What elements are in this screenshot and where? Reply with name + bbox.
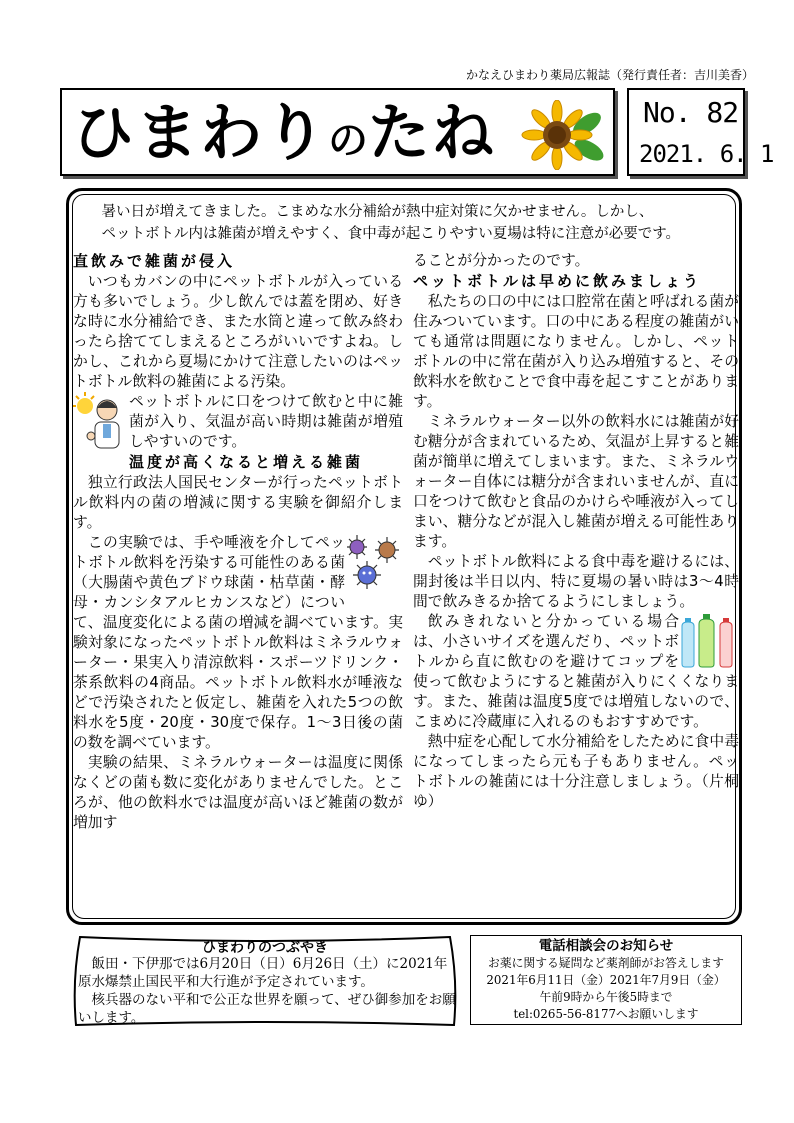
phone-number: tel:0265-56-8177へお願いします [513,1007,699,1021]
title-particle: の [328,118,369,164]
phone-consultation-box [470,935,742,1025]
intro-line: ペットボトル内は雑菌が増えやすく、食中毒が起こりやすい夏場は特に注意が必要です。 [101,226,681,242]
paragraph: ミネラルウォーター以外の飲料水には雑菌が好む糖分が含まれているため、気温が上昇すると雑菌が簡単に増えてしまいます。また、ミネラルウォーター自体には糖分が含まれいませんが、直に口をつけて飲むと食品のかけらや唾液が入ってしまい、糖分などが混入し雑菌が増える可能性あります。 [413,413,739,550]
heading-direct-drinking: 直飲みで雑菌が侵入 [73,252,236,270]
paragraph: 私たちの口の中には口腔常在菌と呼ばれる菌が住みついています。口の中にある程度の雑菌がいても通常は問題になりません。しかし、ペットボトルの中に常在菌が入り込み増殖すると、その飲料水を飲むことで食中毒を起こすことがあります。 [413,293,739,410]
masthead [60,88,615,176]
paragraph: 飯田・下伊那では6月20日（日）6月26日（土）に2021年原水爆禁止国民平和大行進が予定されています。 [78,956,448,990]
heading-drink-early: ペットボトルは早めに飲みましょう [413,272,702,290]
paragraph: 飲みきれないと分かっている場合は、小さいサイズを選んだり、ペットボトルから直に飲むのを避けてコップを使って飲むようにすると雑菌が入りにくくなります。また、雑菌は温度5度では増殖しないので、こまめに冷蔵庫に入れるのもおすすめです。 [413,613,739,730]
paragraph: 熱中症を心配して水分補給をしたために食中毒になってしまったら元も子もありません。ペットボトルの雑菌には十分注意しましょう。（片桐ゆ） [413,733,739,810]
issue-box [627,88,774,176]
sunflower-icon [513,100,607,170]
main-article-box [66,188,742,925]
heading-temperature: 温度が高くなると増える雑菌 [129,453,364,471]
tweet-body [78,955,456,1027]
paragraph: ることが分かったのです。 [413,252,590,269]
title-end: たね [368,96,497,169]
title-main: ひまわり [72,96,329,169]
issue-number: No. 82 [643,96,739,129]
paragraph: ペットボトル飲料による食中毒を避けるには、開封後は半日以内、特に夏場の暑い時は3～4時間で飲みきるか捨てるようにしましょう。 [413,553,739,610]
intro [87,201,727,245]
tweet-box [70,935,460,1027]
intro-line: 暑い日が増えてきました。こまめな水分補給が熱中症対策に欠かせません。しかし、 [101,204,654,220]
bottles-icon [679,612,737,668]
paragraph: 核兵器のない平和で公正な世界を願って、ぜひ御参加をお願いします。 [78,992,456,1026]
germs-icon [345,533,403,591]
phone-line: お薬に関する疑問など薬剤師がお答えします [488,956,724,970]
phone-title: 電話相談会のお知らせ [538,938,674,954]
publisher-line: かなえひまわり薬局広報誌（発行責任者：吉川美香） [465,68,754,82]
paragraph: 実験の結果、ミネラルウォーターは温度に関係なくどの菌も数に変化がありませんでした。ところが、他の飲料水では温度が高いほど雑菌の数が増加す [73,754,403,831]
phone-hours: 午前9時から午後5時まで [539,990,673,1004]
issue-date: 2021. 6. 1 [639,140,774,168]
paragraph: この実験では、手や唾液を介してペットボトル飲料を汚染する可能性のある菌（大腸菌や黄色ブドウ球菌・枯草菌・酵母・カンシタアルヒカンスなど）について、温度変化による菌の増減を調べています。実験対象になったペットボトル飲料はミネラルウォーター・果実入り清涼飲料・スポーツドリンク・茶系飲料の4商品。ペットボトル飲料水が唾液などで汚染されたと仮定し、雑菌を入れた5つの飲料水を5度・20度・30度で保存。1～3日後の菌の数を調べています。 [73,534,403,751]
phone-dates: 2021年6月11日（金）2021年7月9日（金） [486,973,726,987]
newsletter-title [72,96,496,178]
paragraph: 独立行政法人国民センターが行ったペットボトル飲料内の菌の増減に関する実験を御紹介します。 [73,474,403,531]
tweet-title: ひまわりのつぶやき [202,940,328,956]
right-column [413,251,739,812]
doctor-icon [73,392,127,452]
left-column [73,251,403,833]
paragraph: いつもカバンの中にペットボトルが入っている方も多いでしょう。少し飲んでは蓋を閉め、好きな時に水分補給でき、また水筒と違って飲み終わったら捨ててしまえるところがいいですよね。しかし、これから夏場にかけて注意したいのはペットボトル飲料の雑菌による汚染。 [73,273,403,390]
paragraph: ペットボトルに口をつけて飲むと中に雑菌が入り、気温が高い時期は雑菌が増殖しやすいのです。 [129,393,403,450]
